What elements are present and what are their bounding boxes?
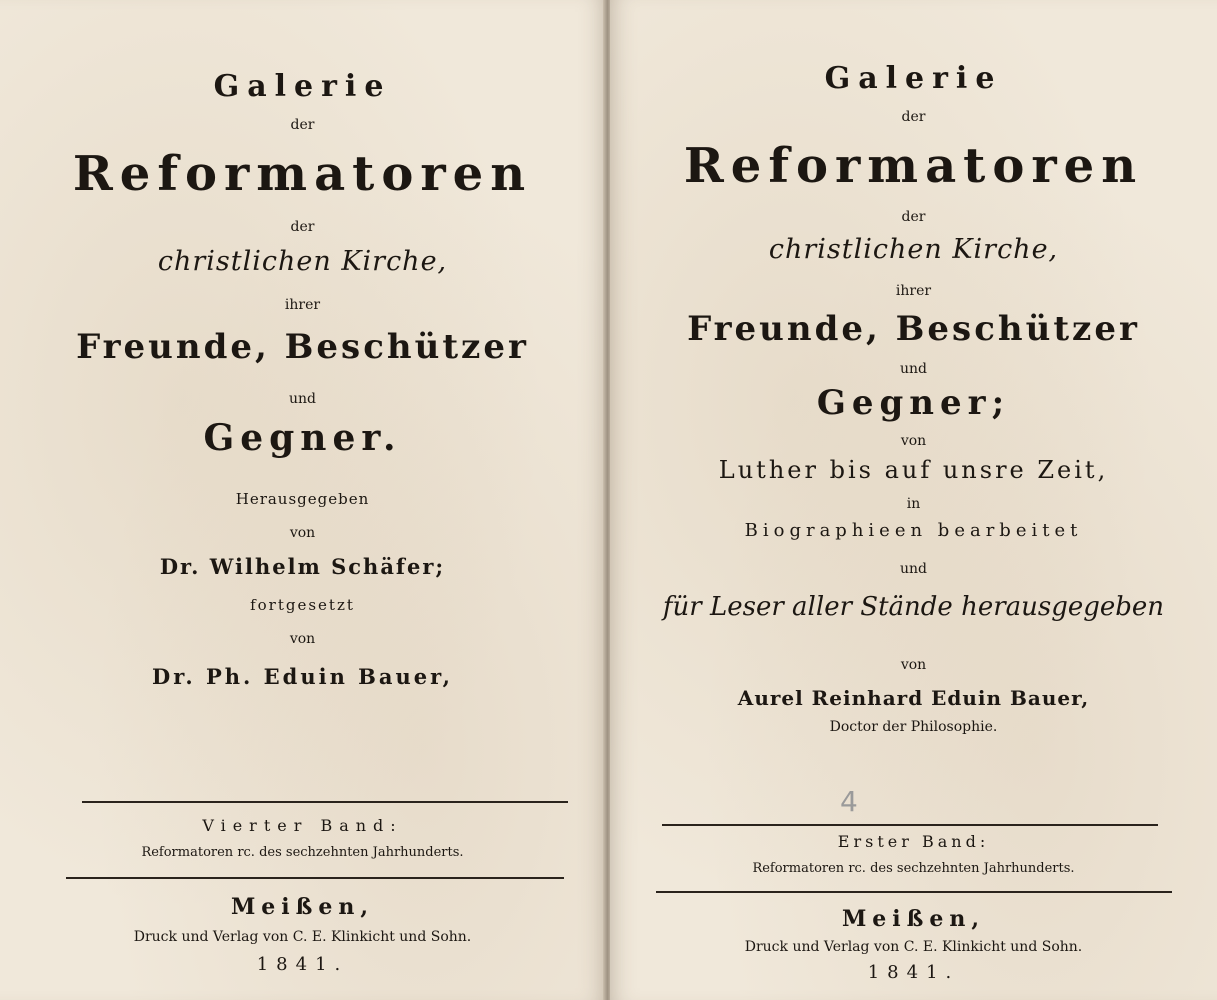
left-volume-sub: Reformatoren rc. des sechzehnten Jahrhunderts.: [141, 845, 464, 860]
left-fortgesetzt: fortgesetzt: [250, 596, 355, 614]
left-place: Meißen,: [230, 894, 375, 920]
right-line-biographieen: Biographieen bearbeitet: [744, 520, 1083, 541]
right-line-kirche: christlichen Kirche,: [768, 234, 1059, 265]
left-editor-bauer: Dr. Ph. Eduin Bauer,: [152, 664, 453, 689]
left-rule-top: [82, 801, 568, 803]
right-year: 1841.: [867, 962, 960, 983]
left-line-freunde: Freunde, Beschützer: [76, 327, 529, 367]
left-der-1: der: [290, 117, 315, 133]
left-editor-schaefer: Dr. Wilhelm Schäfer;: [159, 554, 446, 579]
right-pencil-mark: 4: [840, 785, 858, 818]
right-title-page: [610, 0, 1217, 1000]
right-volume-sub: Reformatoren rc. des sechzehnten Jahrhunderts.: [752, 861, 1075, 876]
right-line-freunde: Freunde, Beschützer: [687, 309, 1140, 349]
right-author: Aurel Reinhard Eduin Bauer,: [737, 686, 1090, 710]
right-der-1: der: [901, 109, 926, 125]
right-und-1: und: [900, 361, 927, 377]
right-von-2: von: [900, 657, 927, 673]
left-gegner: Gegner.: [203, 417, 402, 459]
left-herausgegeben: Herausgegeben: [235, 490, 370, 508]
right-gegner: Gegner;: [816, 383, 1011, 423]
right-der-2: der: [901, 209, 926, 225]
right-publisher: Druck und Verlag von C. E. Klinkicht und Sohn.: [744, 939, 1083, 955]
right-ihrer: ihrer: [895, 283, 932, 299]
left-title-galerie: Galerie: [213, 69, 392, 104]
left-title-page: [0, 0, 605, 1000]
left-title-reformatoren: Reformatoren: [72, 146, 533, 202]
left-rule-bottom: [66, 877, 564, 879]
right-rule-top: [662, 824, 1158, 826]
right-place: Meißen,: [841, 906, 986, 932]
right-line-leser: für Leser aller Stände herausgegeben: [662, 592, 1165, 622]
right-von-1: von: [900, 433, 927, 449]
right-rule-bottom: [656, 891, 1172, 893]
right-title-reformatoren: Reformatoren: [683, 138, 1144, 194]
right-line-luther: Luther bis auf unsre Zeit,: [718, 456, 1109, 484]
left-und: und: [289, 391, 316, 407]
left-line-kirche: christlichen Kirche,: [157, 246, 448, 277]
right-volume: Erster Band:: [837, 832, 990, 851]
left-year: 1841.: [256, 954, 349, 975]
right-in: in: [906, 496, 921, 512]
left-der-2: der: [290, 219, 315, 235]
left-von-2: von: [289, 631, 316, 647]
right-und-2: und: [900, 561, 927, 577]
right-title-galerie: Galerie: [824, 61, 1003, 96]
left-publisher: Druck und Verlag von C. E. Klinkicht und Sohn.: [133, 929, 472, 945]
left-ihrer: ihrer: [284, 297, 321, 313]
left-von-1: von: [289, 525, 316, 541]
left-volume: Vierter Band:: [202, 816, 403, 835]
right-author-title: Doctor der Philosophie.: [829, 719, 998, 735]
